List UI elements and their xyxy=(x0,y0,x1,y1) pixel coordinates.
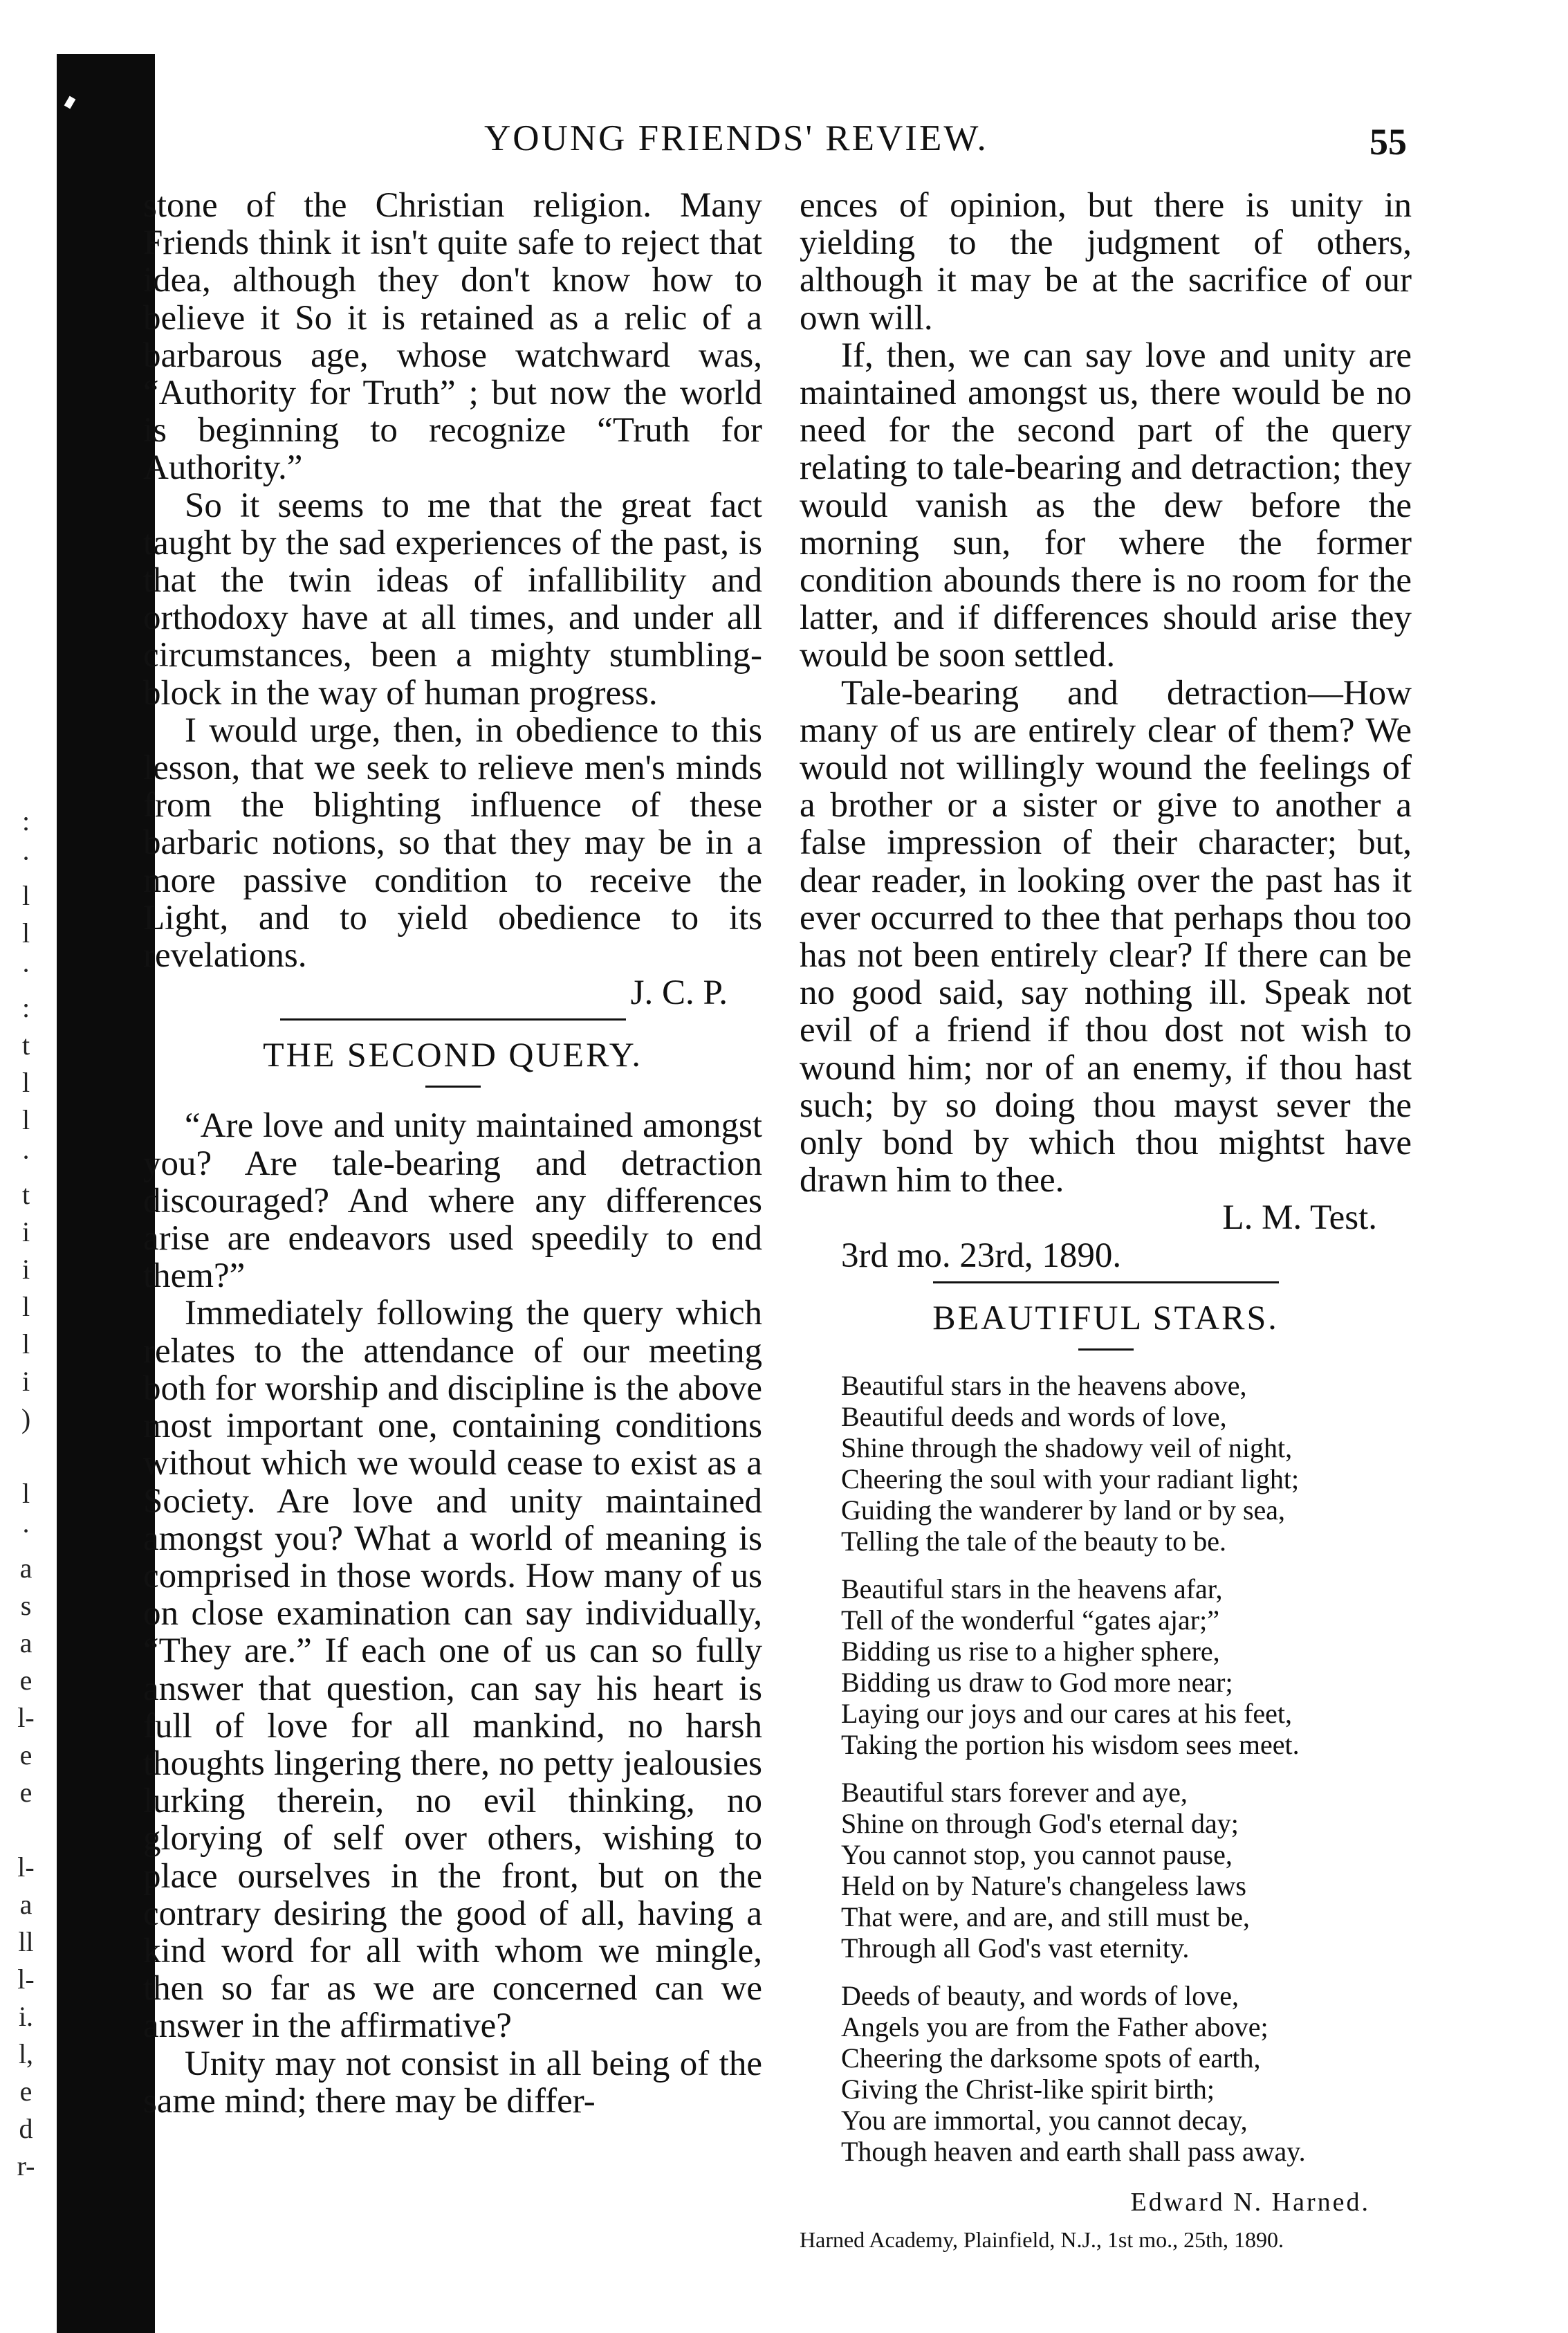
margin-fragment: l- xyxy=(17,1702,35,1733)
heading-rule xyxy=(1078,1348,1134,1351)
margin-fragment: a xyxy=(19,1553,33,1584)
date-line: 3rd mo. 23rd, 1890. xyxy=(841,1236,1122,1275)
margin-fragment: t xyxy=(21,1030,30,1061)
margin-fragment: a xyxy=(19,1627,33,1658)
poem-line: Tell of the wonderful “gates ajar;” xyxy=(841,1604,1219,1636)
margin-fragment: · xyxy=(21,843,31,874)
margin-fragment: l- xyxy=(17,1964,35,1995)
poem-line: Shine through the shadowy veil of night, xyxy=(841,1431,1293,1463)
margin-fragment: r- xyxy=(17,2150,35,2181)
section-divider xyxy=(933,1281,1279,1283)
poem-line: That were, and are, and still must be, xyxy=(841,1901,1250,1932)
query-quote: “Are love and unity maintained amongst you? Are tale-bearing and detraction discouraged? And where any differences arise are endeavors used speedily to end them?” xyxy=(143,1106,762,1296)
margin-fragment: e xyxy=(19,1665,33,1696)
margin-fragment: ) xyxy=(21,1403,31,1434)
poem-line: Guiding the wanderer by land or by sea, xyxy=(841,1494,1286,1526)
margin-fragment: l xyxy=(21,1328,30,1360)
section-divider xyxy=(280,1018,626,1021)
paragraph: Unity may not consist in all being of the same mind; there may be differ- xyxy=(143,2044,762,2121)
poem-line: Cheering the darksome spots of earth, xyxy=(841,2042,1261,2074)
paragraph: Immediately following the query which relates to the attendance of our meeting both for worship and discipline is the above most important one, containing conditions without which we would cease to exist as a Society. Are love and unity maintained amongst you? What a world of meaning is comprised in those words. How many of us on close examination can say individually, “They are.” If each one of us can so fully answer that question, can say his heart is full of love for all mankind, no harsh thoughts lingering there, no petty jealousies lurking therein, no evil thinking, no glorying of self over others, wishing to place ourselves in the front, but on the contrary desiring the good of all, having a kind word for all with whom we mingle, then so far as we are concerned can we answer in the affirmative? xyxy=(143,1294,762,2046)
poem-line: Bidding us rise to a higher sphere, xyxy=(841,1635,1220,1667)
right-column xyxy=(800,187,1412,2262)
poem-line: Beautiful stars in the heavens afar, xyxy=(841,1573,1223,1604)
paragraph: If, then, we can say love and unity are maintained amongst us, there would be no need for the second part of the query relating to tale-bearing and detraction; they would vanish as the dew before the morning sun, for where the former condition abounds there is no room for the latter, and if differences should arise they would be soon settled. xyxy=(800,336,1412,675)
poem-line: Angels you are from the Father above; xyxy=(841,2011,1269,2042)
paragraph: stone of the Christian religion. Many Friends think it isn't quite safe to reject that idea, although they don't know how to believe it So it is retained as a relic of a barbarous age, whose watchward was, “Authority for Truth” ; but now the world is beginning to recognize “Truth for Authority.” xyxy=(143,187,762,488)
poem-stanza xyxy=(841,1370,1412,1557)
margin-fragment: · xyxy=(21,955,31,986)
margin-fragment: i. xyxy=(18,2001,34,2032)
margin-fragment: i xyxy=(21,1216,30,1247)
paragraph: Tale-bearing and detraction—How many of us are entirely clear of them? We would not willingly wound the feelings of a brother or a sister or give to another a false impression of their character; but, dear reader, in looking over the past has it ever occurred to thee that perhaps thou too has not been entirely clear? If there can be no good said, say nothing ill. Speak not evil of a friend if thou dost not wish to wound him; nor of an enemy, if thou hast such; by so doing thou mayst sever the only bond by which thou mightst have drawn him to thee. xyxy=(800,673,1412,1200)
poem-stanza xyxy=(841,1573,1412,1760)
poem-line: Giving the Christ-like spirit birth; xyxy=(841,2073,1215,2105)
margin-fragment xyxy=(0,1438,52,1475)
poem-line: Through all God's vast eternity. xyxy=(841,1932,1190,1964)
margin-fragment xyxy=(0,1811,52,1849)
paragraph: I would urge, then, in obedience to this lesson, that we seek to relieve men's minds from the blighting influence of these barbaric notions, so that they may be in a more passive condition to receive the Light, and to yield obedience to its revelations. xyxy=(143,711,762,976)
poem-line: Held on by Nature's changeless laws xyxy=(841,1869,1246,1901)
poem-line: Beautiful stars forever and aye, xyxy=(841,1776,1188,1808)
author-signature: L. M. Test. xyxy=(1222,1198,1377,1238)
margin-fragment: a xyxy=(19,1889,33,1920)
page-number: 55 xyxy=(1369,121,1407,163)
poem-line: Bidding us draw to God more near; xyxy=(841,1666,1233,1698)
margin-fragment: e xyxy=(19,2076,33,2107)
margin-fragment: l xyxy=(21,1478,30,1509)
margin-fragment: : xyxy=(21,992,30,1023)
margin-fragment: i xyxy=(21,1254,30,1285)
margin-fragment: l, xyxy=(18,2038,34,2069)
poem-line: Deeds of beauty, and words of love, xyxy=(841,1979,1239,2011)
margin-fragment: i xyxy=(21,1366,30,1397)
margin-fragment: s xyxy=(20,1590,32,1621)
article-heading: THE SECOND QUERY. xyxy=(263,1035,643,1074)
poem-author: Edward N. Harned. xyxy=(1130,2187,1370,2217)
margin-fragment: t xyxy=(21,1179,30,1210)
margin-fragment: : xyxy=(21,805,30,836)
poem xyxy=(800,1370,1412,2167)
heading-rule xyxy=(425,1086,481,1088)
margin-fragment: · xyxy=(21,1515,31,1546)
margin-fragment: l- xyxy=(17,1851,35,1883)
poem-line: You cannot stop, you cannot pause, xyxy=(841,1838,1233,1870)
margin-text-fragments xyxy=(0,803,52,2185)
poem-place: Harned Academy, Plainfield, N.J., 1st mo., 25th, 1890. xyxy=(800,2227,1284,2253)
margin-fragment: l xyxy=(21,1291,30,1322)
poem-line: You are immortal, you cannot decay, xyxy=(841,2104,1248,2136)
margin-fragment: e xyxy=(19,1739,33,1771)
margin-fragment: · xyxy=(21,1142,31,1173)
poem-line: Beautiful stars in the heavens above, xyxy=(841,1369,1247,1401)
poem-stanza xyxy=(841,1980,1412,2167)
poem-line: Telling the tale of the beauty to be. xyxy=(841,1525,1227,1557)
margin-fragment: d xyxy=(19,2113,33,2144)
poem-line: Beautiful deeds and words of love, xyxy=(841,1400,1227,1432)
margin-fragment: ll xyxy=(18,1926,34,1957)
poem-line: Cheering the soul with your radiant light; xyxy=(841,1463,1300,1494)
margin-fragment: l xyxy=(21,880,30,911)
margin-fragment: l xyxy=(21,1104,30,1135)
margin-fragment: l xyxy=(21,917,30,949)
paragraph: ences of opinion, but there is unity in yielding to the judgment of others, although it may be at the sacrifice of our own will. xyxy=(800,187,1412,338)
poem-line: Though heaven and earth shall pass away. xyxy=(841,2135,1306,2167)
poem-line: Laying our joys and our cares at his feet, xyxy=(841,1697,1293,1729)
paragraph: So it seems to me that the great fact taught by the sad experiences of the past, is that the twin ideas of infallibility and orthodoxy have at all times, and under all circumstances, been a mighty stumbling-block in the way of human progress. xyxy=(143,486,762,713)
margin-fragment: l xyxy=(21,1067,30,1098)
margin-fragment: e xyxy=(19,1777,33,1808)
left-column xyxy=(143,187,762,2228)
poem-line: Taking the portion his wisdom sees meet. xyxy=(841,1728,1300,1760)
page-binding-shadow xyxy=(57,54,155,2333)
author-signature: J. C. P. xyxy=(630,973,728,1013)
poem-line: Shine on through God's eternal day; xyxy=(841,1807,1239,1839)
running-header: YOUNG FRIENDS' REVIEW. xyxy=(484,118,988,158)
poem-stanza xyxy=(841,1777,1412,1964)
poem-heading: BEAUTIFUL STARS. xyxy=(932,1297,1279,1337)
